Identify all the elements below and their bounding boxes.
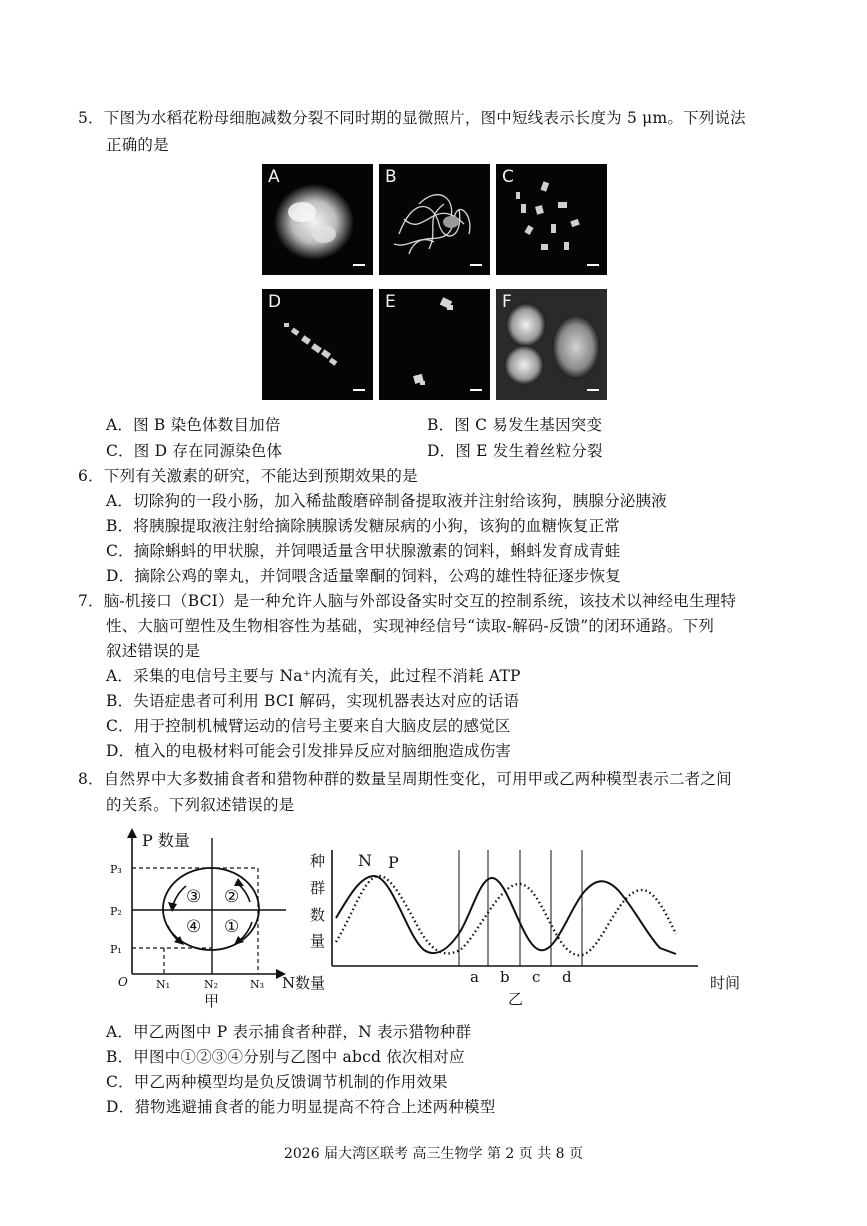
scale-bar: [470, 264, 482, 266]
q7-stem-line-2: 性、大脑可塑性及生物相容性为基础，实现神经信号“读取-解码-反馈”的闭环通路。下列: [106, 617, 715, 635]
scale-bar: [587, 264, 599, 266]
q8-option-d[interactable]: D．猎物逃避捕食者的能力明显提高不符合上述两种模型: [106, 1098, 496, 1116]
jia-region-1: ①: [224, 917, 240, 937]
micrograph-d-label: D: [268, 292, 282, 312]
q6-option-c[interactable]: C．摘除蝌蚪的甲状腺，并饲喂适量含甲状腺激素的饲料，蝌蚪发育成青蛙: [106, 542, 621, 560]
q7-option-a[interactable]: A．采集的电信号主要与 Na⁺内流有关，此过程不消耗 ATP: [106, 667, 521, 685]
q5-option-c[interactable]: C．图 D 存在同源染色体: [106, 442, 283, 460]
scale-bar: [353, 264, 365, 266]
q8-option-c[interactable]: C．甲乙两种模型均是负反馈调节机制的作用效果: [106, 1073, 448, 1091]
jia-tick-n2: N₂: [204, 978, 219, 991]
jia-tick-p1: P₁: [110, 943, 122, 956]
micrograph-c-label: C: [502, 167, 514, 187]
micrograph-e-label: E: [385, 292, 396, 312]
jia-origin: O: [118, 975, 128, 989]
yi-x-axis-label: 时间: [710, 974, 741, 992]
q6-option-a[interactable]: A．切除狗的一段小肠，加入稀盐酸磨碎制备提取液并注射给该狗，胰腺分泌胰液: [106, 492, 667, 510]
yi-tick-d: d: [562, 968, 572, 986]
q7-option-b[interactable]: B．失语症患者可利用 BCI 解码，实现机器表达对应的话语: [106, 692, 520, 710]
yi-caption: 乙: [508, 990, 524, 1008]
jia-tick-n1: N₁: [156, 978, 171, 991]
jia-x-axis-label: N数量: [282, 974, 326, 992]
q6-stem: 6．下列有关激素的研究，不能达到预期效果的是: [78, 467, 418, 485]
micrograph-f: [496, 289, 607, 400]
q6-option-b[interactable]: B．将胰腺提取液注射给摘除胰腺诱发糖尿病的小狗，该狗的血糖恢复正常: [106, 517, 620, 535]
jia-region-4: ④: [186, 917, 202, 937]
micrograph-c: [496, 164, 607, 275]
jia-region-3: ③: [186, 887, 202, 907]
yi-y-label-1: 种: [310, 852, 326, 870]
yi-curve-p: [336, 876, 676, 955]
micrograph-b-label: B: [385, 167, 397, 187]
page-footer: 2026 届大湾区联考 高三生物学 第 2 页 共 8 页: [283, 1146, 584, 1162]
q7-option-c[interactable]: C．用于控制机械臂运动的信号主要来自大脑皮层的感觉区: [106, 717, 511, 735]
jia-tick-p2: P₂: [110, 905, 122, 918]
yi-series-p-label: P: [388, 853, 399, 872]
jia-tick-n3: N₃: [250, 978, 265, 991]
scale-bar: [587, 389, 599, 391]
micrograph-b: [379, 164, 490, 275]
q8-option-a[interactable]: A．甲乙两图中 P 表示捕食者种群，N 表示猎物种群: [106, 1023, 472, 1041]
jia-cycle-ellipse: [163, 868, 259, 950]
jia-y-arrow: [127, 828, 137, 838]
yi-series-n-label: N: [358, 851, 372, 870]
jia-tick-p3: P₃: [110, 863, 122, 876]
micrograph-a: [262, 164, 373, 275]
yi-y-label-4: 量: [310, 932, 326, 950]
yi-y-label-3: 数: [310, 906, 326, 924]
yi-curve-n: [336, 876, 676, 954]
yi-tick-b: b: [500, 968, 510, 986]
q5-option-d[interactable]: D．图 E 发生着丝粒分裂: [427, 442, 603, 460]
jia-y-axis-label: P 数量: [142, 831, 190, 850]
micrograph-grid: [262, 164, 610, 402]
micrograph-a-label: A: [268, 167, 280, 187]
q8-stem-line-1: 8．自然界中大多数捕食者和猎物种群的数量呈周期性变化，可用甲或乙两种模型表示二者之间: [78, 770, 732, 788]
micrograph-d: [262, 289, 373, 400]
q5-stem-line-2: 正确的是: [106, 136, 169, 154]
scale-bar: [470, 389, 482, 391]
micrograph-f-image: [496, 289, 607, 400]
q7-stem-line-1: 7．脑-机接口（BCI）是一种允许人脑与外部设备实时交互的控制系统，该技术以神经电生理特: [78, 592, 737, 610]
q5-stem-line-1: 5．下图为水稻花粉母细胞减数分裂不同时期的显微照片，图中短线表示长度为 5 μm。下列说法: [78, 109, 746, 127]
yi-tick-a: a: [470, 968, 479, 986]
micrograph-f-label: F: [502, 292, 512, 312]
scale-bar: [353, 389, 365, 391]
yi-tick-c: c: [532, 968, 541, 986]
micrograph-e: [379, 289, 490, 400]
q6-option-d[interactable]: D．摘除公鸡的睾丸，并饲喂含适量睾酮的饲料，公鸡的雄性特征逐步恢复: [106, 567, 622, 585]
yi-y-label-2: 群: [310, 879, 326, 897]
q5-option-a[interactable]: A．图 B 染色体数目加倍: [106, 416, 281, 434]
q5-option-b[interactable]: B．图 C 易发生基因突变: [427, 416, 603, 434]
q7-stem-line-3: 叙述错误的是: [106, 642, 201, 660]
jia-caption: 甲: [204, 992, 220, 1010]
q8-stem-line-2: 的关系。下列叙述错误的是: [106, 796, 295, 814]
jia-region-2: ②: [224, 887, 240, 907]
figure-jia: [110, 826, 340, 1011]
q8-option-b[interactable]: B．甲图中①②③④分别与乙图中 abcd 依次相对应: [106, 1048, 465, 1066]
figure-yi: [308, 838, 758, 1010]
q7-option-d[interactable]: D．植入的电极材料可能会引发排异反应对脑细胞造成伤害: [106, 742, 512, 760]
